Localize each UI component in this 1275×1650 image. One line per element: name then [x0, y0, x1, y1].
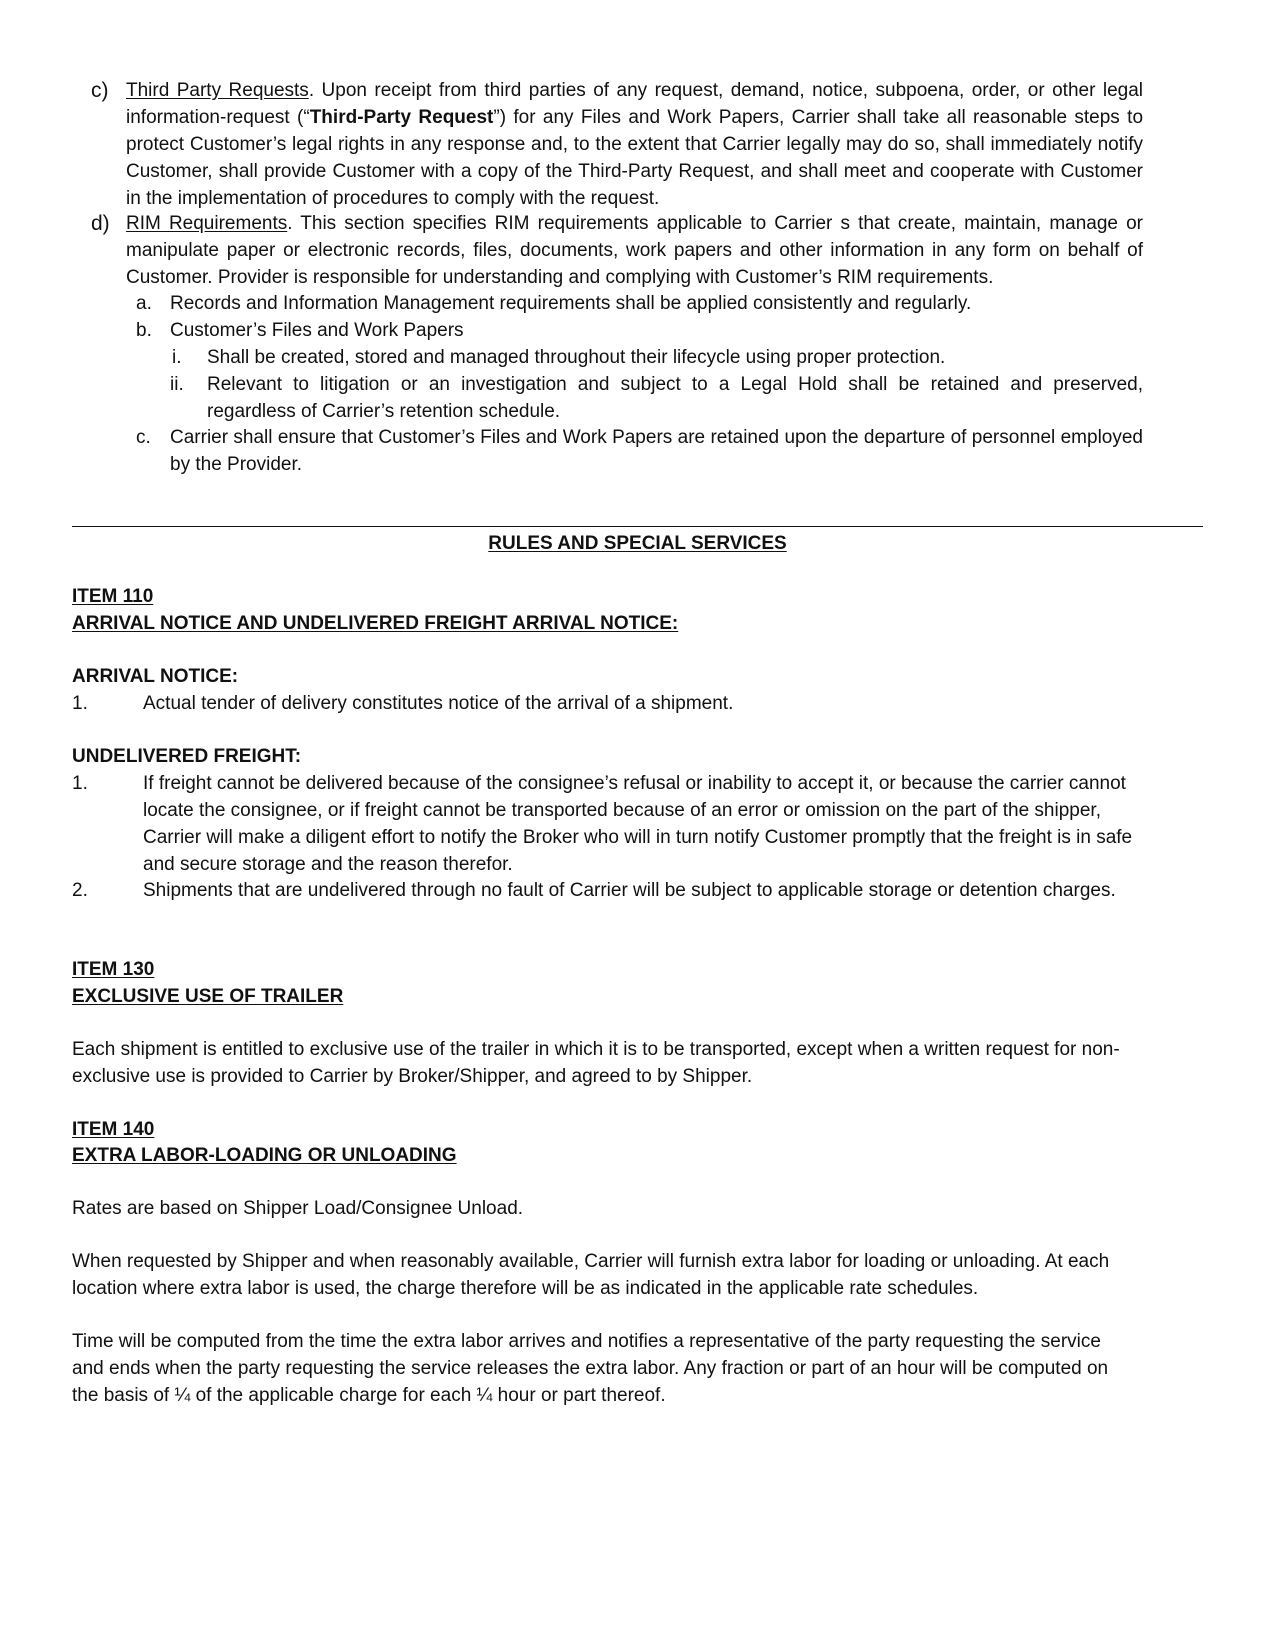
- section-d-paragraph: [126, 210, 1143, 291]
- item-110-number: ITEM 110: [72, 586, 154, 607]
- sublist-item-text: Shall be created, stored and managed throughout their lifecycle using proper protection.: [207, 347, 946, 368]
- item-140-paragraph: When requested by Shipper and when reasonably available, Carrier will furnish extra labor for loading or unloading. At each location where extra labor is used, the charge therefore will be as indicated in the applicable rate schedules.: [72, 1251, 1110, 1299]
- undelivered-freight-heading: UNDELIVERED FREIGHT:: [72, 746, 302, 767]
- numbered-item-marker: 2.: [72, 880, 88, 901]
- numbered-item-marker: 1.: [72, 693, 88, 714]
- item-130-title: EXCLUSIVE USE OF TRAILER: [72, 986, 344, 1007]
- list-item-marker: c.: [136, 427, 151, 448]
- sublist-item-text: Relevant to litigation or an investigation and subject to a Legal Hold shall be retained and preserved, regardless of Carrier’s retention schedule.: [207, 374, 1143, 422]
- section-d-heading: RIM Requirements: [126, 213, 288, 234]
- section-c-marker: c): [91, 79, 109, 102]
- numbered-item-text: If freight cannot be delivered because of the consignee’s refusal or inability to accept it, or because the carrier cannot locate the consignee, or if freight cannot be transported because of an error or omission on the part of the shipper, Carrier will make a diligent effort to notify the Broker who will in turn notify Customer promptly that the freight is in safe and secure storage and the reason therefor.: [143, 773, 1133, 875]
- list-item-text: Records and Information Management requirements shall be applied consistently and regularly.: [170, 293, 972, 314]
- list-item-marker: a.: [136, 293, 152, 314]
- sublist-item-marker: ii.: [170, 374, 184, 395]
- section-d-text: . This section specifies RIM requirements applicable to Carrier s that create, maintain, manage or manipulate paper or electronic records, files, documents, work papers and other information in any form on behalf of Customer. Provider is responsible for understanding and complying with Customer’s RIM requirements.: [126, 213, 1143, 288]
- item-110-title: ARRIVAL NOTICE AND UNDELIVERED FREIGHT ARRIVAL NOTICE:: [72, 613, 679, 634]
- item-130-body: Each shipment is entitled to exclusive use of the trailer in which it is to be transported, except when a written request for non-exclusive use is provided to Carrier by Broker/Shipper, and agreed to by Shipper.: [72, 1039, 1120, 1087]
- list-item-marker: b.: [136, 320, 152, 341]
- item-140-paragraph: Rates are based on Shipper Load/Consignee Unload.: [72, 1198, 524, 1219]
- sublist-item-marker: i.: [172, 347, 182, 368]
- section-c-text-1: . Upon receipt from third parties of any request, demand, notice, subpoena, order, or other legal information-request (“: [126, 80, 1143, 128]
- section-c-heading: Third Party Requests: [126, 80, 309, 101]
- section-divider: [72, 526, 1203, 527]
- item-130-number: ITEM 130: [72, 959, 155, 980]
- rules-title: RULES AND SPECIAL SERVICES: [488, 533, 787, 554]
- list-item-text: Customer’s Files and Work Papers: [170, 320, 464, 341]
- section-d-marker: d): [91, 212, 110, 235]
- arrival-notice-heading: ARRIVAL NOTICE:: [72, 666, 239, 687]
- item-140-title: EXTRA LABOR-LOADING OR UNLOADING: [72, 1145, 457, 1166]
- section-c-paragraph: [126, 77, 1143, 212]
- numbered-item-marker: 1.: [72, 773, 88, 794]
- numbered-item-text: Actual tender of delivery constitutes notice of the arrival of a shipment.: [143, 693, 734, 714]
- item-140-number: ITEM 140: [72, 1119, 155, 1140]
- section-c-bold-term: Third-Party Request: [309, 107, 494, 128]
- numbered-item-text: Shipments that are undelivered through no fault of Carrier will be subject to applicable storage or detention charges.: [143, 880, 1116, 901]
- section-c-text-2: ”) for any Files and Work Papers, Carrier shall take all reasonable steps to protect Customer’s legal rights in any response and, to the extent that Carrier legally may do so, shall immediately notify Customer, shall provide Customer with a copy of the Third-Party Request, and shall meet and cooperate with Customer in the implementation of procedures to comply with the request.: [126, 107, 1144, 209]
- list-item-text: Carrier shall ensure that Customer’s Files and Work Papers are retained upon the departure of personnel employed by the Provider.: [170, 427, 1143, 475]
- item-140-paragraph: Time will be computed from the time the extra labor arrives and notifies a representative of the party requesting the service and ends when the party requesting the service releases the extra labor. Any fraction or part of an hour will be computed on the basis of ¼ of the applicable charge for each ¼ hour or part thereof.: [72, 1331, 1109, 1406]
